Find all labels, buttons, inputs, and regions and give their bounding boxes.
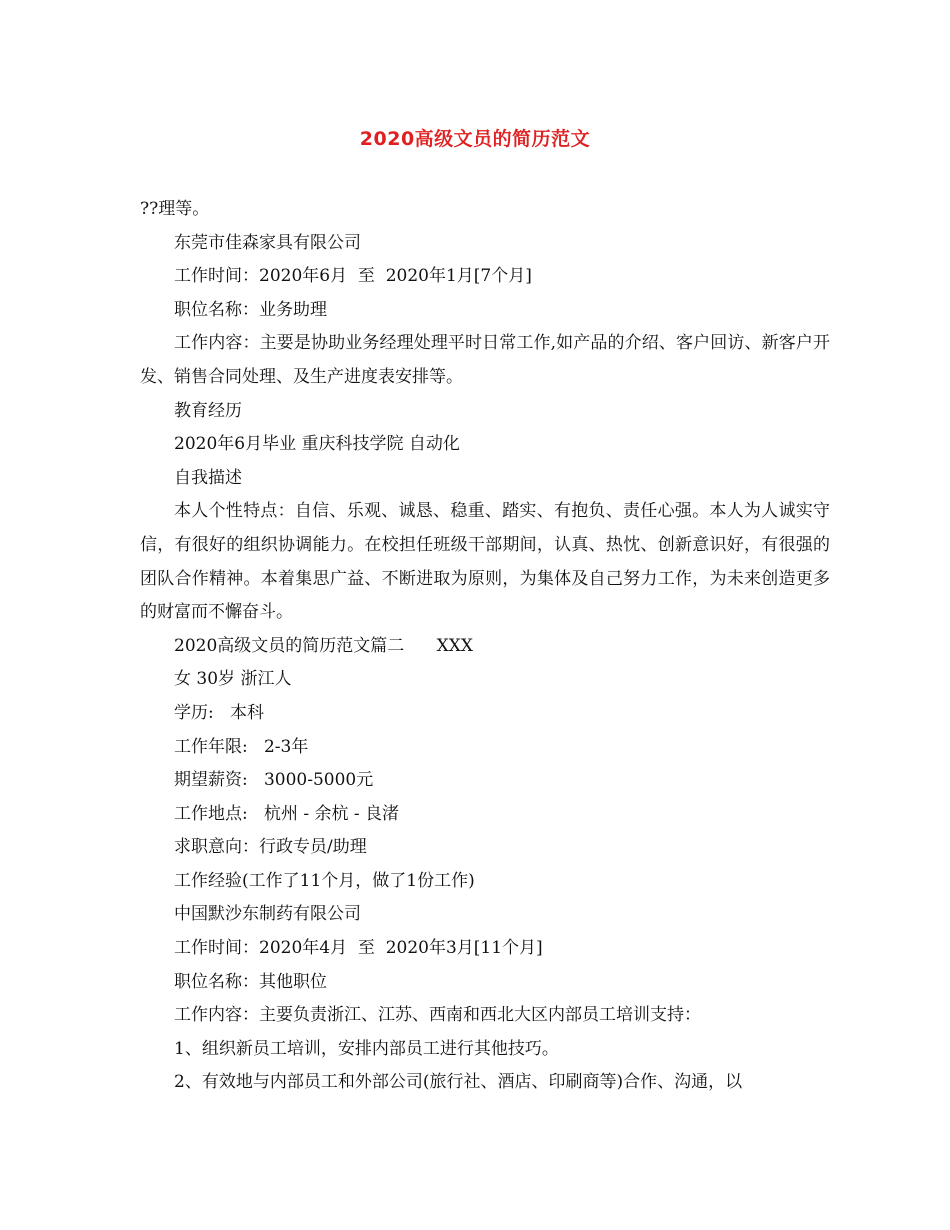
paragraph: 求职意向：行政专员/助理 xyxy=(174,837,367,858)
paragraph: 工作内容：主要负责浙江、江苏、西南和西北大区内部员工培训支持： xyxy=(174,1005,701,1026)
paragraph: 东莞市佳森家具有限公司 xyxy=(174,232,361,253)
document-body xyxy=(140,193,830,1100)
paragraph: 工作经验(工作了11个月，做了1份工作) xyxy=(174,870,475,891)
paragraph: 工作地点: 杭州 - 余杭 - 良渚 xyxy=(174,803,400,824)
paragraph: 2020年6月毕业 重庆科技学院 自动化 xyxy=(174,434,460,455)
paragraph: 工作年限: 2-3年 xyxy=(174,736,309,757)
paragraph: 女 30岁 浙江人 xyxy=(174,669,292,690)
paragraph: 本人个性特点：自信、乐观、诚恳、稳重、踏实、有抱负、责任心强。本人为人诚实守信，有很好的组织协调能力。在校担任班级干部期间，认真、热忱、创新意识好，有很强的团队合作精神。本着集思广益、不断进取为原则，为集体及自己努力工作，为未来创造更多的财富而不懈奋斗。 xyxy=(140,501,830,623)
paragraph: 2、有效地与内部员工和外部公司(旅行社、酒店、印刷商等)合作、沟通，以 xyxy=(174,1072,743,1093)
paragraph: 1、组织新员工培训，安排内部员工进行其他技巧。 xyxy=(174,1038,559,1059)
paragraph: 职位名称：其他职位 xyxy=(174,971,327,992)
paragraph: ??理等。 xyxy=(140,199,210,219)
paragraph: 学历: 本科 xyxy=(174,702,264,723)
section-heading: 教育经历 xyxy=(174,400,242,421)
paragraph: 2020高级文员的简历范文篇二 XXX xyxy=(174,635,473,656)
paragraph: 期望薪资: 3000-5000元 xyxy=(174,770,374,791)
paragraph: 工作内容：主要是协助业务经理处理平时日常工作,如产品的介绍、客户回访、新客户开发、销售合同处理、及生产进度表安排等。 xyxy=(140,333,830,387)
paragraph: 工作时间：2020年6月 至 2020年1月[7个月] xyxy=(174,266,532,287)
document-title: 2020高级文员的简历范文 xyxy=(359,128,591,150)
paragraph: 职位名称：业务助理 xyxy=(174,299,327,320)
section-heading: 自我描述 xyxy=(174,467,242,488)
paragraph: 工作时间：2020年4月 至 2020年3月[11个月] xyxy=(174,938,543,959)
paragraph: 中国默沙东制药有限公司 xyxy=(174,904,361,925)
